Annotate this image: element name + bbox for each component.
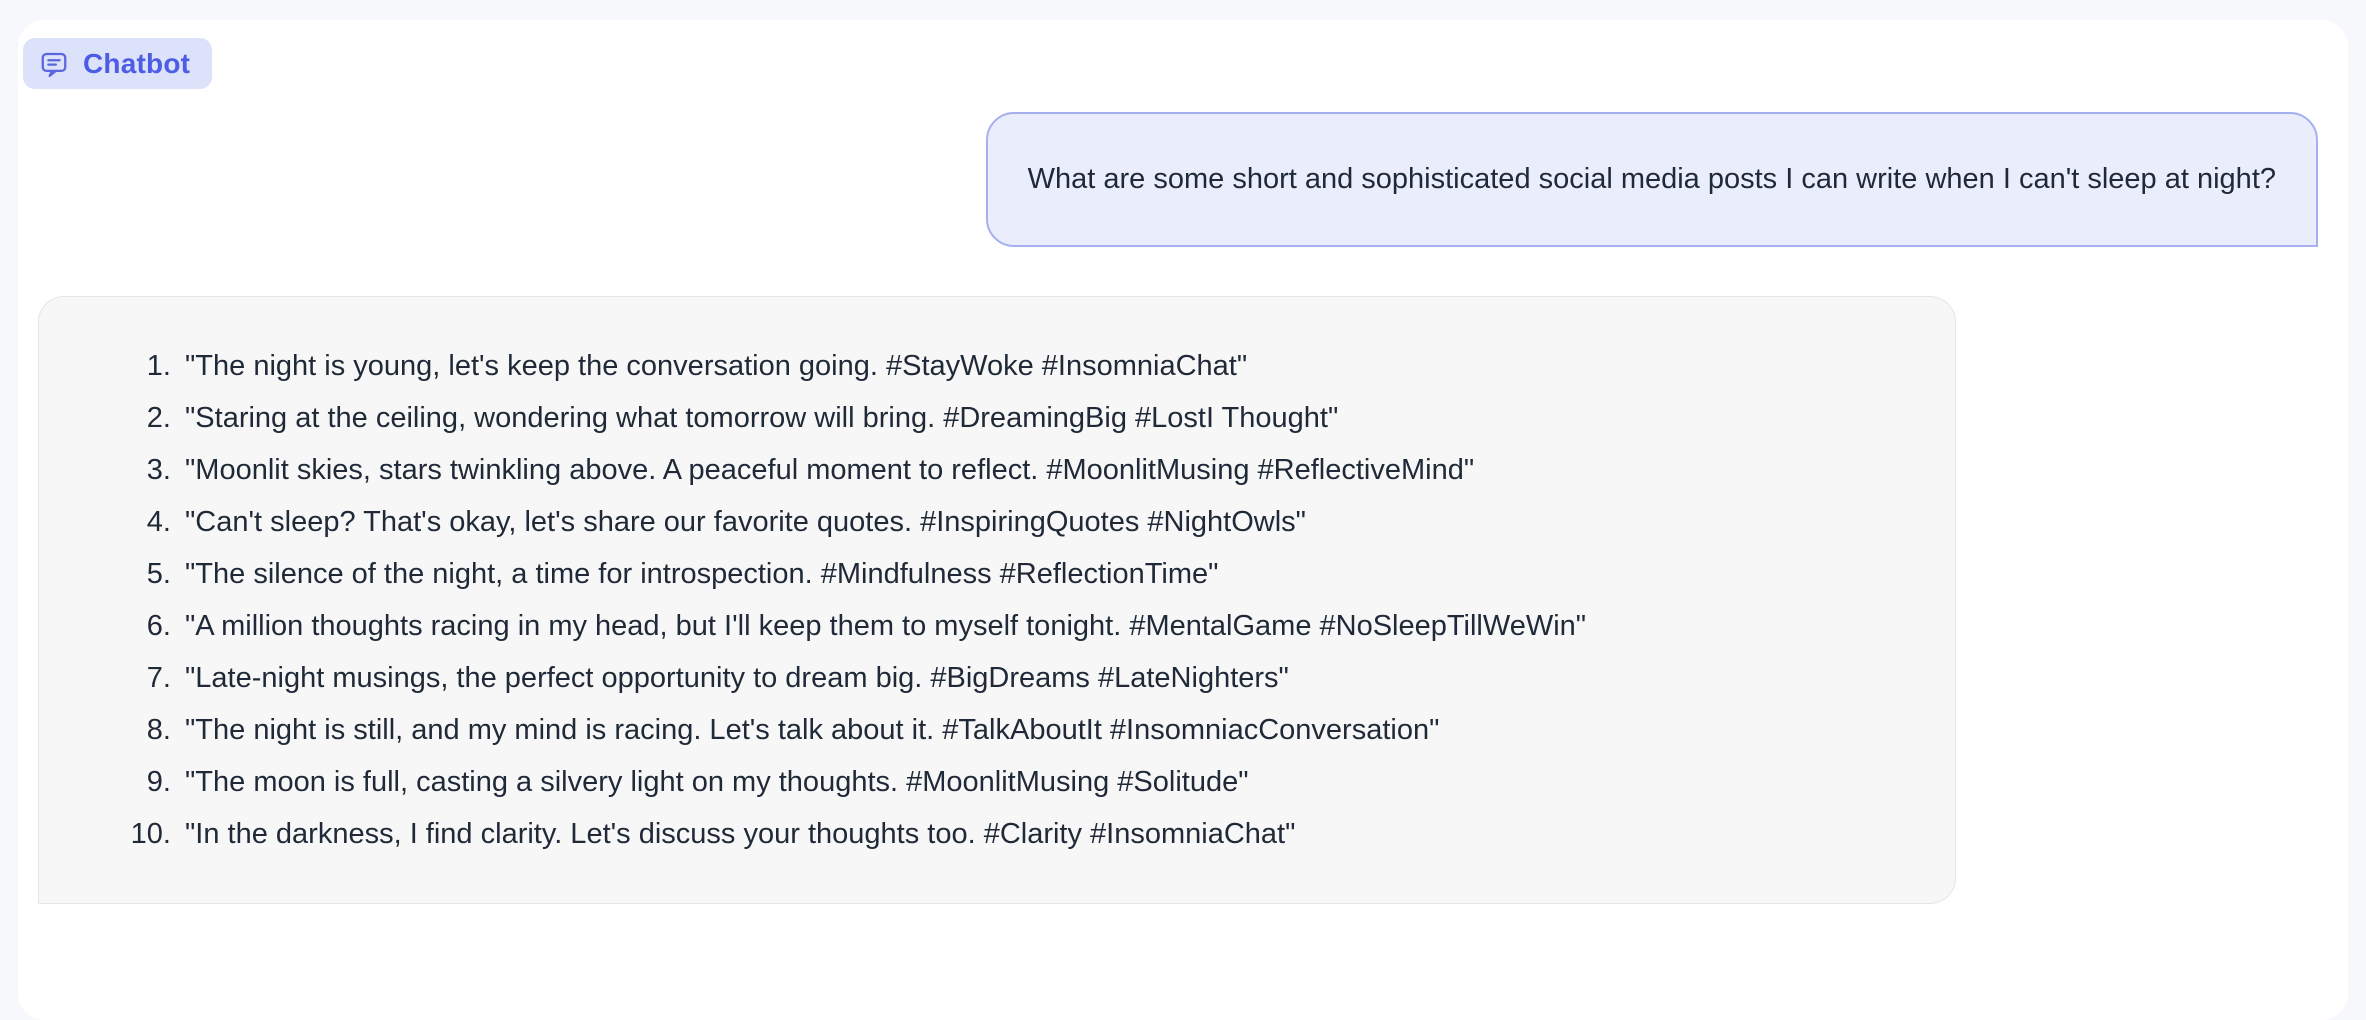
user-message-bubble xyxy=(986,112,2318,247)
bot-message-list xyxy=(79,340,1905,860)
chat-bubble-icon xyxy=(39,49,69,79)
bot-message-row xyxy=(38,296,2348,904)
chatbot-label-text: Chatbot xyxy=(83,47,191,79)
chatbot-label xyxy=(23,38,212,89)
list-item: 3. "Moonlit skies, stars twinkling above. A peaceful moment to reflect. #MoonlitMusing #ReflectiveMind" xyxy=(179,444,1905,496)
list-item: 8. "The night is still, and my mind is racing. Let's talk about it. #TalkAboutIt #InsomniacConversation" xyxy=(179,704,1905,756)
list-item: 9. "The moon is full, casting a silvery light on my thoughts. #MoonlitMusing #Solitude" xyxy=(179,756,1905,808)
list-item: 10. "In the darkness, I find clarity. Let's discuss your thoughts too. #Clarity #InsomniaChat" xyxy=(179,808,1905,860)
chatbot-panel xyxy=(18,20,2348,1020)
list-item: 2. "Staring at the ceiling, wondering what tomorrow will bring. #DreamingBig #LostI Thought" xyxy=(179,392,1905,444)
bot-message-bubble xyxy=(38,296,1956,904)
list-item: 1. "The night is young, let's keep the conversation going. #StayWoke #InsomniaChat" xyxy=(179,340,1905,392)
user-message-text: What are some short and sophisticated social media posts I can write when I can't sleep at night? xyxy=(1027,163,2276,196)
list-item: 6. "A million thoughts racing in my head, but I'll keep them to myself tonight. #MentalGame #NoSleepTillWeWin" xyxy=(179,600,1905,652)
list-item: 5. "The silence of the night, a time for introspection. #Mindfulness #ReflectionTime" xyxy=(179,548,1905,600)
list-item: 7. "Late-night musings, the perfect opportunity to dream big. #BigDreams #LateNighters" xyxy=(179,652,1905,704)
list-item: 4. "Can't sleep? That's okay, let's share our favorite quotes. #InspiringQuotes #NightOwls" xyxy=(179,496,1905,548)
user-message-row xyxy=(18,112,2318,247)
